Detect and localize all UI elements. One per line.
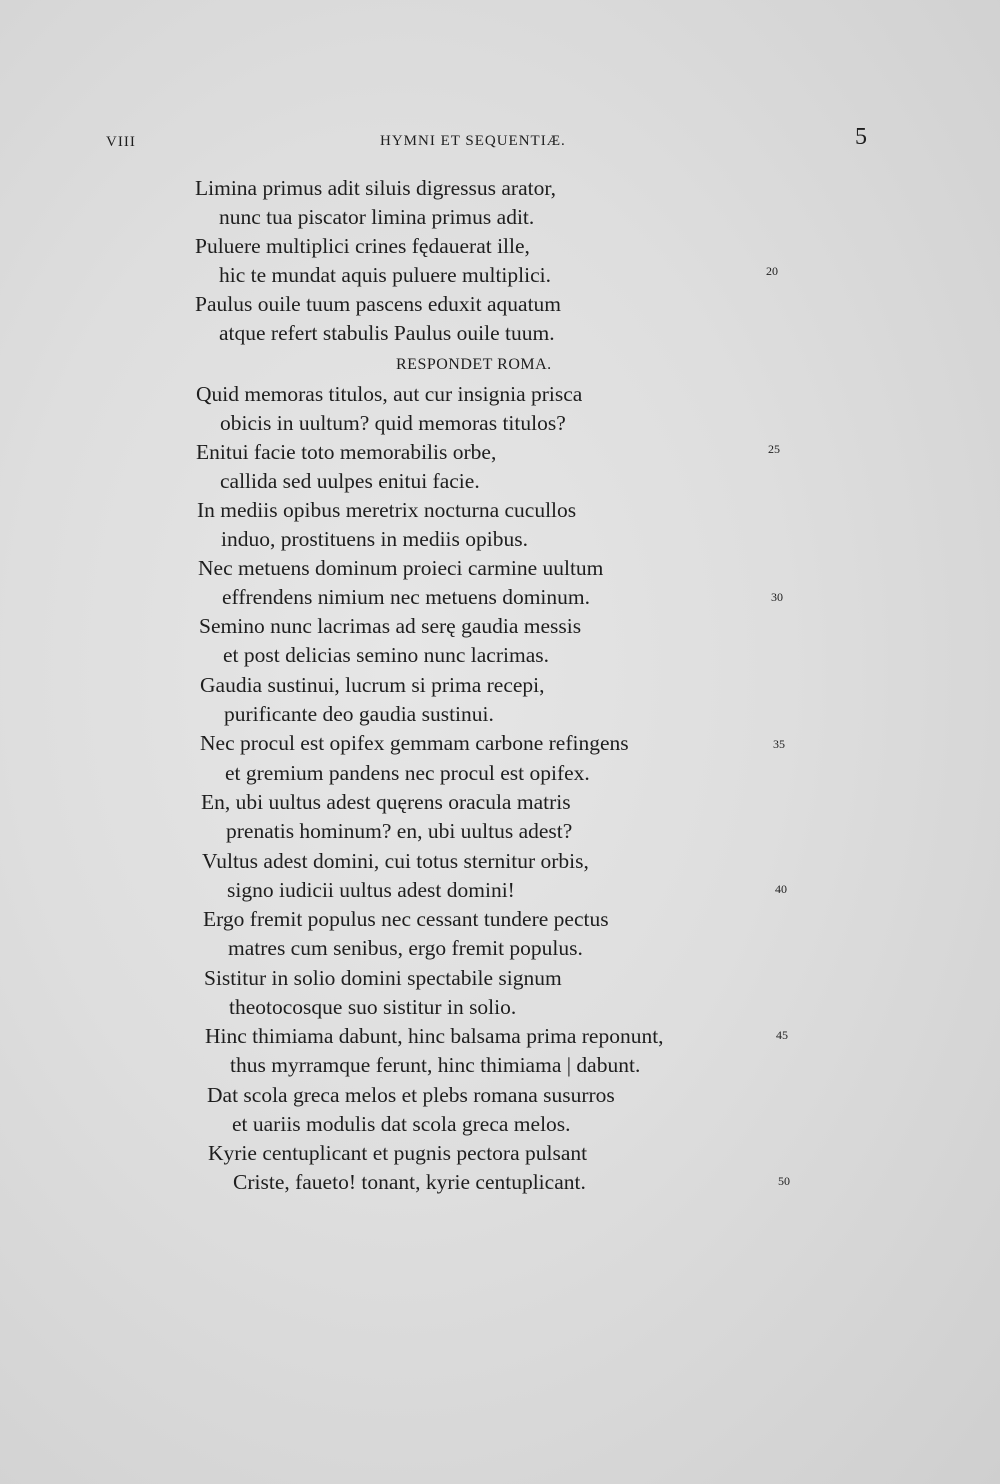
poem-line: Gaudia sustinui, lucrum si prima recepi, <box>200 673 545 697</box>
poem-line: Sistitur in solio domini spectabile signum <box>204 966 562 990</box>
poem-line: Limina primus adit siluis digressus arator, <box>195 176 557 200</box>
poem-line: et gremium pandens nec procul est opifex. <box>225 761 590 785</box>
line-number: 50 <box>778 1174 790 1188</box>
poem-line: Enitui facie toto memorabilis orbe, <box>196 440 497 464</box>
poem-line: Nec procul est opifex gemmam carbone refingens <box>200 731 629 755</box>
poem-line: purificante deo gaudia sustinui. <box>224 702 494 726</box>
line-number: 40 <box>775 882 787 896</box>
poem-line: Nec metuens dominum proieci carmine uultum <box>198 556 604 580</box>
poem-line: callida sed uulpes enitui facie. <box>220 469 480 493</box>
poem-line: prenatis hominum? en, ubi uultus adest? <box>226 819 573 843</box>
poem-line: signo iudicii uultus adest domini! <box>227 878 515 902</box>
page-number: 5 <box>855 124 867 150</box>
poem-line: Quid memoras titulos, aut cur insignia prisca <box>196 382 583 406</box>
line-number: 20 <box>766 264 778 278</box>
running-title: HYMNI ET SEQUENTIÆ. <box>380 133 566 149</box>
poem-line: thus myrramque ferunt, hinc thimiama | dabunt. <box>230 1053 641 1077</box>
poem-line: Dat scola greca melos et plebs romana susurros <box>207 1083 615 1107</box>
line-number: 35 <box>773 737 785 751</box>
poem-line: et uariis modulis dat scola greca melos. <box>232 1112 571 1136</box>
poem-line: Semino nunc lacrimas ad serę gaudia messis <box>199 614 582 638</box>
poem-line: atque refert stabulis Paulus ouile tuum. <box>219 321 555 345</box>
poem-line: Kyrie centuplicant et pugnis pectora pulsant <box>208 1141 588 1165</box>
poem-line: Ergo fremit populus nec cessant tundere pectus <box>203 907 609 931</box>
poem-line: Hinc thimiama dabunt, hinc balsama prima reponunt, <box>205 1024 664 1048</box>
poem-line: et post delicias semino nunc lacrimas. <box>223 643 549 667</box>
poem-line: effrendens nimium nec metuens dominum. <box>222 585 591 609</box>
poem-line: theotocosque suo sistitur in solio. <box>229 995 517 1019</box>
section-heading: RESPONDET ROMA. <box>396 356 552 373</box>
line-number: 45 <box>776 1028 788 1042</box>
chapter-numeral: VIII <box>106 134 136 150</box>
poem-line: Criste, faueto! tonant, kyrie centuplicant. <box>233 1170 586 1194</box>
poem-line: obicis in uultum? quid memoras titulos? <box>220 411 566 435</box>
poem-line: hic te mundat aquis puluere multiplici. <box>219 263 551 287</box>
line-number: 30 <box>771 590 783 604</box>
line-number: 25 <box>768 442 780 456</box>
poem-line: Vultus adest domini, cui totus sternitur orbis, <box>202 849 589 873</box>
poem-line: induo, prostituens in mediis opibus. <box>221 527 528 551</box>
poem-line: En, ubi uultus adest quęrens oracula matris <box>201 790 571 814</box>
poem-line: Paulus ouile tuum pascens eduxit aquatum <box>195 292 562 316</box>
poem-line: In mediis opibus meretrix nocturna cucullos <box>197 498 577 522</box>
poem-line: matres cum senibus, ergo fremit populus. <box>228 936 583 960</box>
poem-line: Puluere multiplici crines fędauerat ille, <box>195 234 530 258</box>
poem-line: nunc tua piscator limina primus adit. <box>219 205 535 229</box>
